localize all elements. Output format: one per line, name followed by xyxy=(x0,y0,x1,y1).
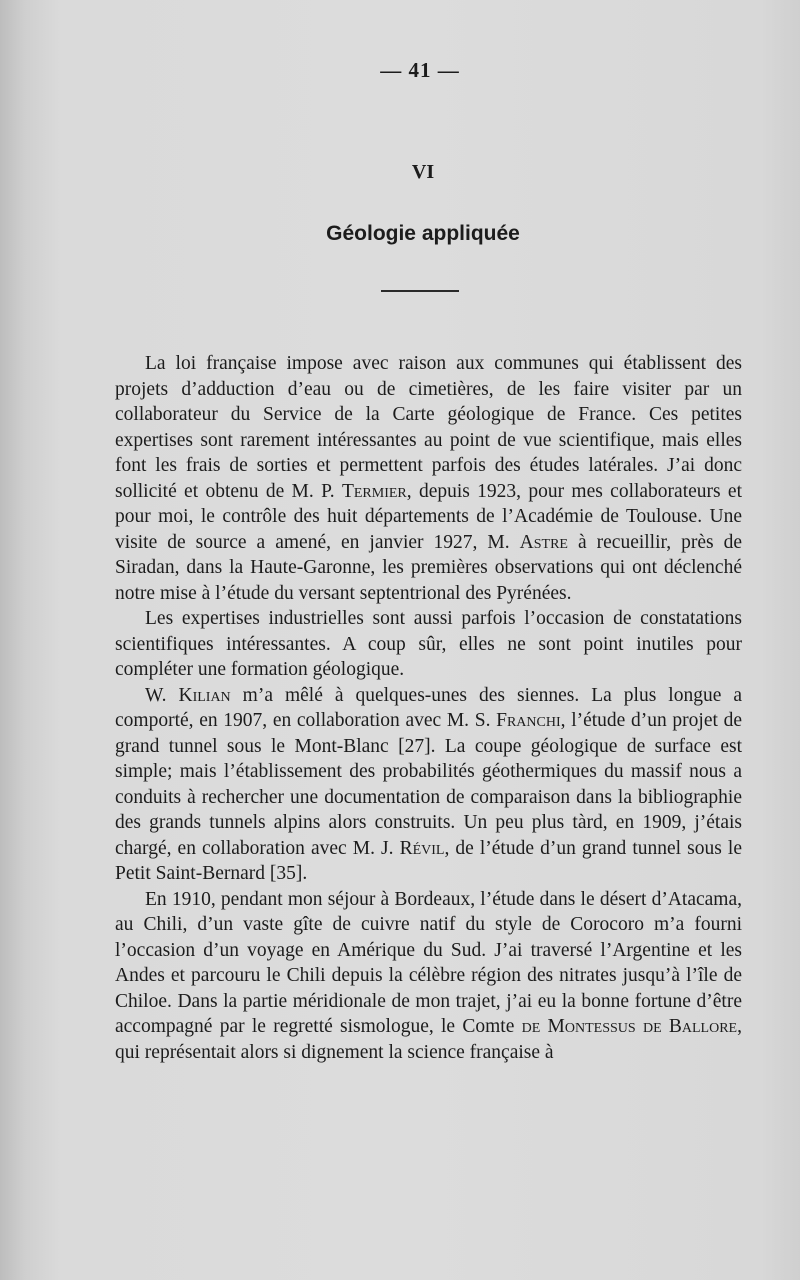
text-run: , de l’étude d’un grand tunnel sous le Petit Saint-Bernard [35]. xyxy=(115,837,742,884)
text-run: La loi française impose avec raison aux communes qui établissent des projets d’adduction d’eau ou de cimetières, de les faire visiter par un collaborateur du Service de la Carte géologique de France. Ces petites expertises sont rarement intéressantes au point de vue scientifique, mais elles font les frais de sorties et permettent parfois des études latérales. J’ai donc sollicité et obtenu de M. P. xyxy=(115,353,742,502)
body-text xyxy=(115,351,742,1065)
proper-name: Franchi xyxy=(496,710,561,731)
text-run: à recueillir, près de Siradan, dans la Haute-Garonne, les premières observations qui ont déclenché notre mise à l’étude du versant septentrional des Pyrénées. xyxy=(115,531,743,604)
page-number: — 41 — xyxy=(380,58,460,82)
text-run: En 1910, pendant mon séjour à Bordeaux, l’étude dans le désert d’Atacama, au Chili, d’un vaste gîte de cuivre natif du style de Corocoro m’a fourni l’occasion d’un voyage en Amérique du Sud. J’ai traversé l’Argentine et les Andes et parcouru le Chili depuis la célèbre région des nitrates jusqu’à l’île de Chiloe. Dans la partie méridionale de mon trajet, j’ai eu la bonne fortune d’être accompagné par le regretté sismologue, le Comte xyxy=(115,888,742,1037)
proper-name: Kilian xyxy=(178,684,231,706)
proper-name: Termier xyxy=(341,480,407,502)
text-run: , l’étude d’un projet de grand tunnel sous le Mont-Blanc [27]. La coupe géologique de surface est simple; mais l’établissement des probabilités géothermiques du massif nous a conduits à rechercher une documentation de comparaison dans la bibliographie des grands tunnels alpins alors construits. Un peu plus tàrd, en 1909, j’étais chargé, en collaboration avec M. J. xyxy=(115,710,742,859)
chapter-title: Géologie appliquée xyxy=(326,222,520,245)
proper-name: Astre xyxy=(519,531,568,553)
title-divider xyxy=(381,290,459,292)
text-run: m’a mêlé à quelques-unes des siennes. La plus longue a comporté, en 1907, en collaboration avec M. S. xyxy=(115,684,742,731)
paragraph xyxy=(115,606,742,683)
paragraph xyxy=(115,887,742,1066)
chapter-numeral: VI xyxy=(411,161,435,183)
text-run: , qui représentait alors si dignement la science française à xyxy=(115,1016,742,1063)
paragraph xyxy=(115,351,742,606)
text-run: , depuis 1923, pour mes collaborateurs et pour moi, le contrôle des huit départements de l’Académie de Toulouse. Une visite de source a amené, en janvier 1927, M. xyxy=(115,480,742,553)
text-run: Les expertises industrielles sont aussi parfois l’occasion de constatations scientifiques intéressantes. A coup sûr, elles ne sont point inutiles pour compléter une formation géologique. xyxy=(115,608,742,680)
paragraph xyxy=(115,683,742,887)
proper-name: Révil xyxy=(399,837,445,859)
text-run: W. xyxy=(145,684,179,706)
proper-name: de Montessus de Ballore xyxy=(521,1016,738,1037)
